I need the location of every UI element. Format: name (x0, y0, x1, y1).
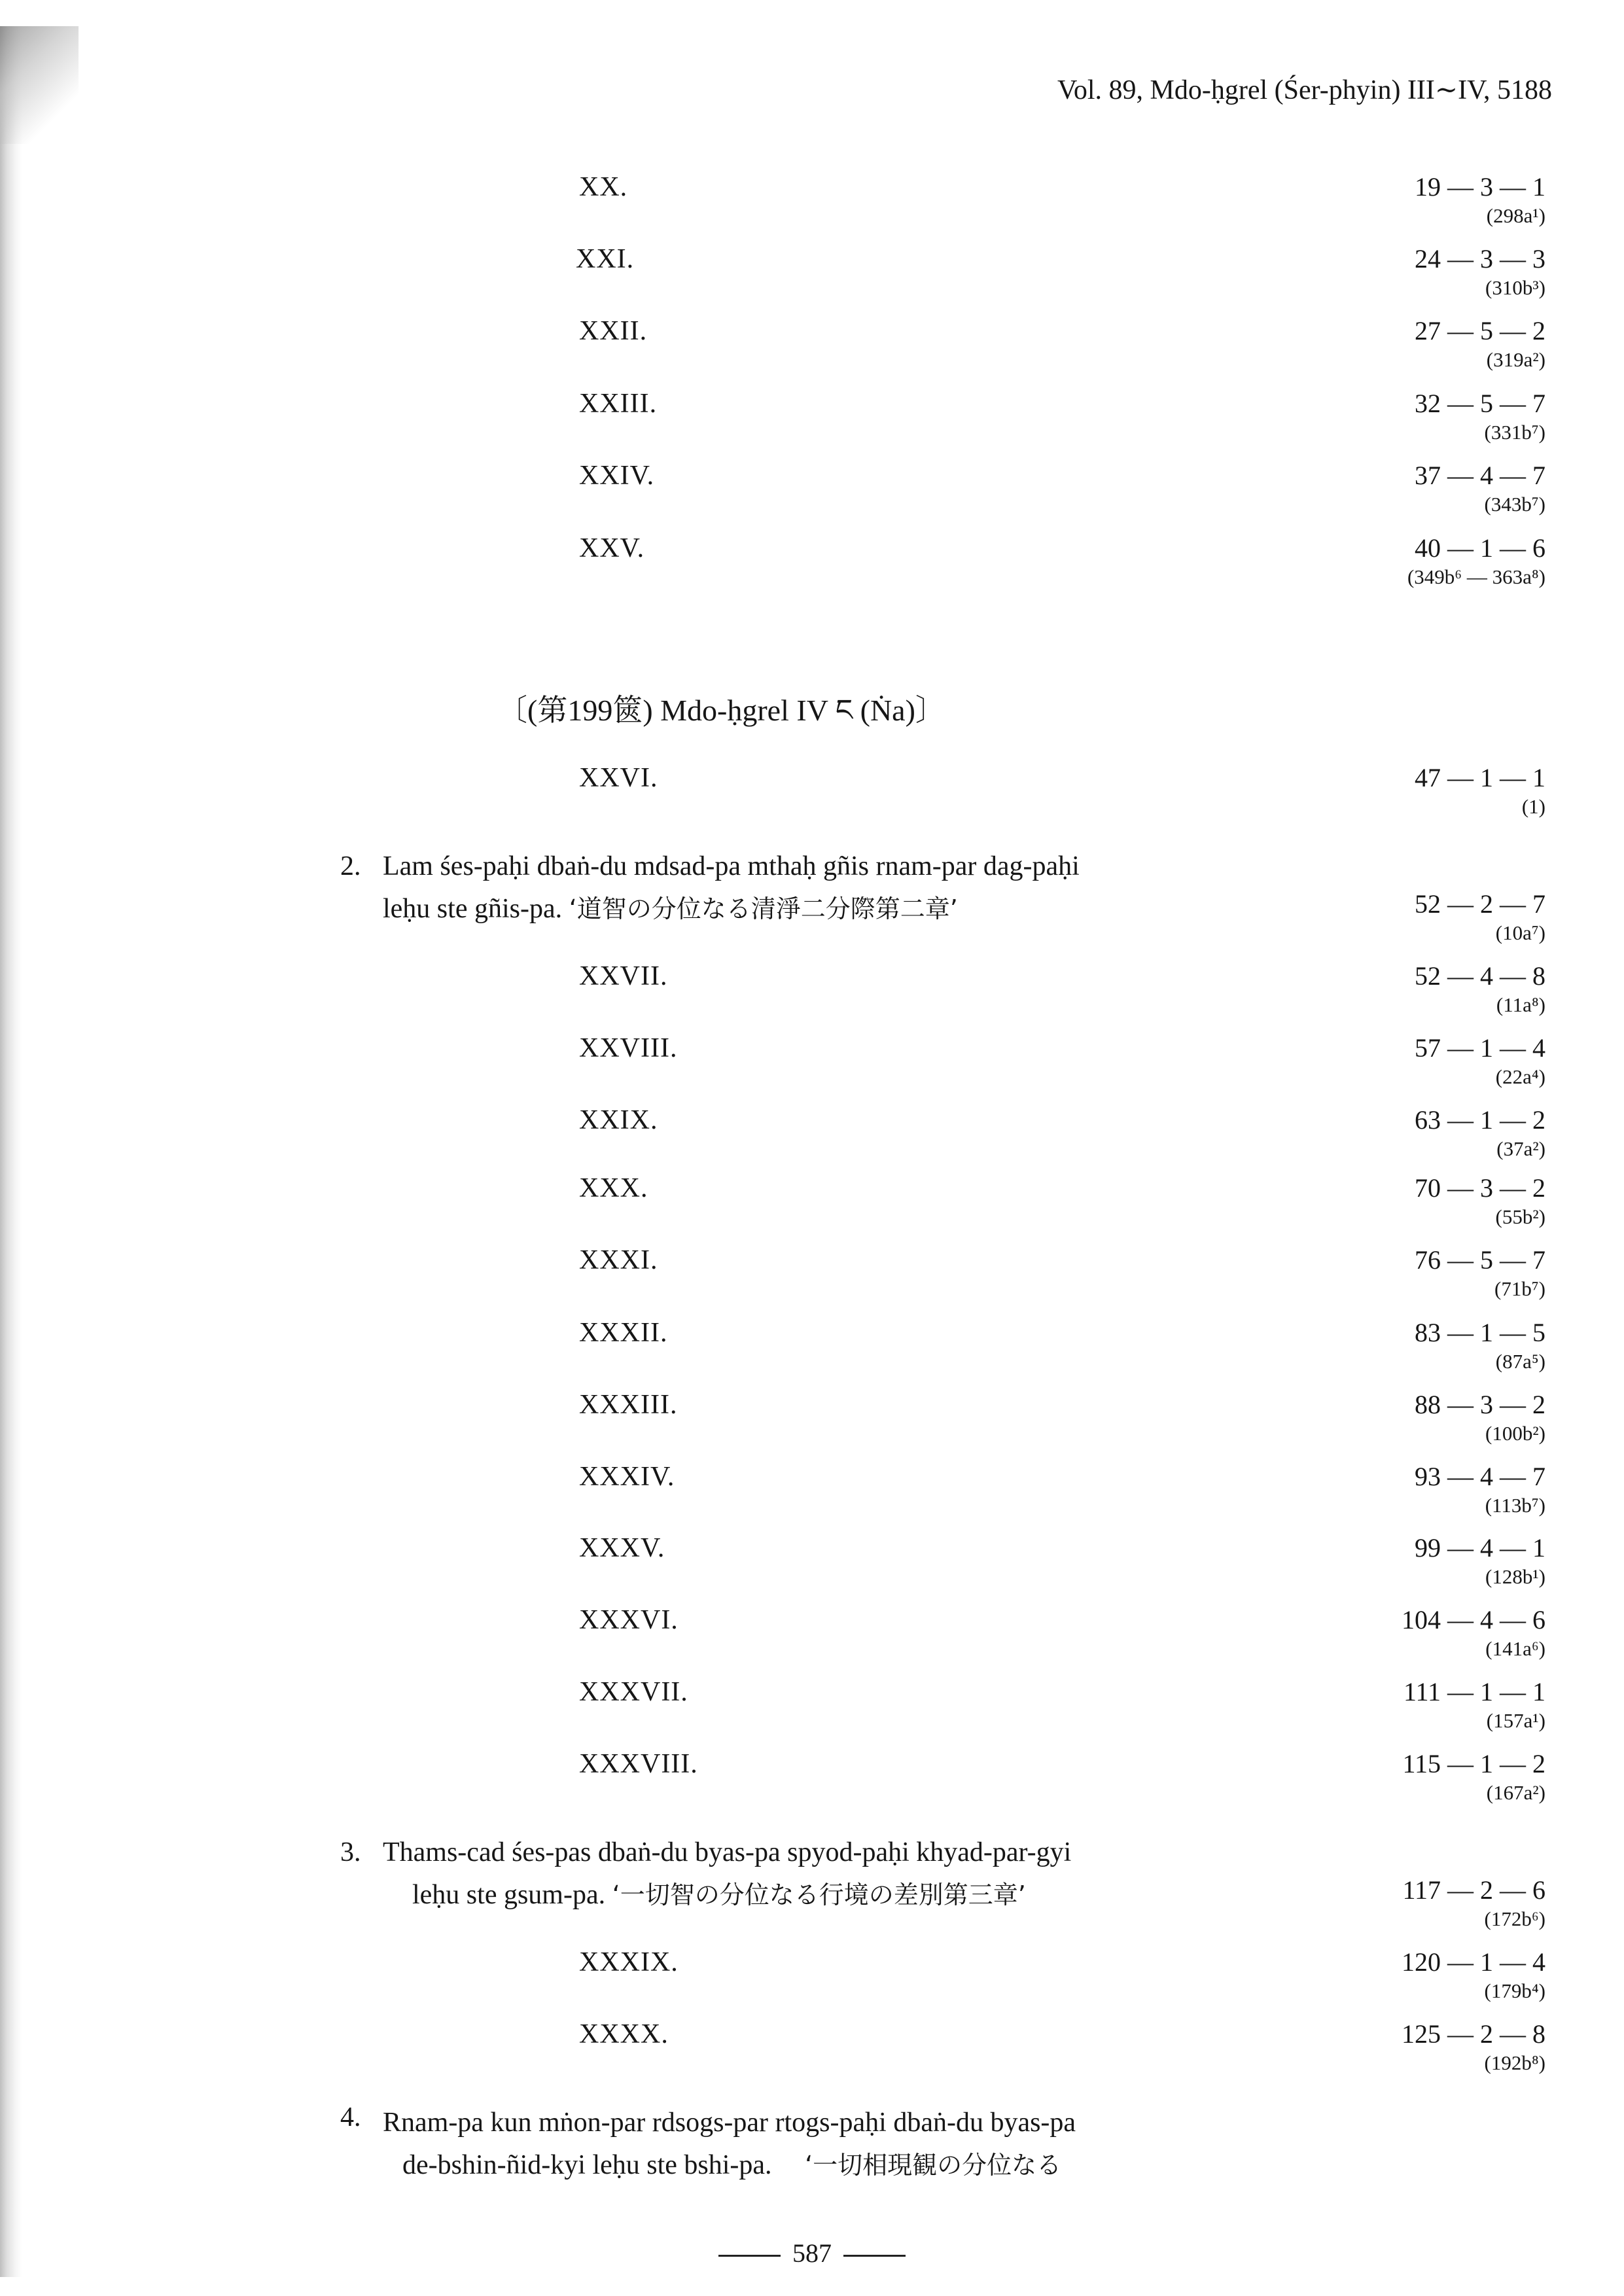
entry-folio: (331b⁷) (1484, 421, 1545, 444)
entry-row (0, 1604, 1624, 1670)
entry-folio: (157a¹) (1486, 1709, 1545, 1732)
entry-folio: (11a⁸) (1496, 993, 1545, 1016)
entry-ref: 120 — 1 — 4 (1402, 1947, 1545, 1977)
chapter-title-line2-text: de-bshin-ñid-kyi leḥu ste bshi-pa. (402, 2150, 772, 2180)
entry-roman: XXXI. (579, 1245, 658, 1275)
entry-folio: (192b⁸) (1484, 2051, 1545, 2074)
chapter-number: 4. (340, 2102, 361, 2132)
entry-roman: XXXVIII. (579, 1749, 698, 1779)
scan-corner-shadow (0, 26, 79, 144)
chapter-title-line2-text: leḥu ste gsum-pa. (412, 1880, 606, 1910)
chapter-number: 2. (340, 851, 361, 881)
entry-ref: 111 — 1 — 1 (1403, 1677, 1545, 1706)
entry-ref: 115 — 1 — 2 (1402, 1749, 1545, 1778)
entry-folio: (141a⁶) (1485, 1637, 1545, 1660)
running-header: Vol. 89, Mdo-ḥgrel (Śer-phyin) III∼IV, 5188 (1057, 75, 1552, 105)
entry-ref: 52 — 4 — 8 (1415, 961, 1545, 991)
entry-roman: XXXIV. (579, 1462, 675, 1492)
entry-ref: 52 — 2 — 7 (1415, 889, 1545, 919)
entry-roman: XXX. (579, 1173, 648, 1203)
entry-row (0, 1676, 1624, 1742)
entry-roman: XXIV. (579, 461, 655, 491)
entry-ref: 104 — 4 — 6 (1402, 1605, 1545, 1634)
chapter-japanese-title: ‘道智の分位なる清淨二分際第二章’ (569, 894, 958, 923)
entry-row (0, 1947, 1624, 2012)
entry-folio: (1) (1521, 795, 1545, 818)
entry-row (0, 1461, 1624, 1527)
entry-row (0, 1317, 1624, 1383)
page-number: 587 (792, 2238, 832, 2268)
entry-row (0, 1173, 1624, 1238)
entry-folio: (319a²) (1486, 348, 1545, 371)
entry-ref: 27 — 5 — 2 (1415, 316, 1545, 345)
entry-row (0, 1033, 1624, 1098)
entry-ref: 99 — 4 — 1 (1415, 1533, 1545, 1563)
entry-row (0, 315, 1624, 381)
dash-right (843, 2255, 906, 2257)
entry-roman: XXVI. (579, 763, 658, 793)
entry-ref: 24 — 3 — 3 (1415, 244, 1545, 274)
entry-folio: (167a²) (1486, 1781, 1545, 1804)
entry-row (0, 1532, 1624, 1598)
entry-row (0, 2019, 1624, 2084)
entry-roman: XXIX. (579, 1105, 658, 1135)
entry-roman: XXII. (579, 316, 648, 346)
chapter-number: 3. (340, 1837, 361, 1867)
entry-roman: XXI. (576, 244, 635, 274)
entry-ref: 32 — 5 — 7 (1415, 389, 1545, 418)
entry-folio: (310b³) (1485, 276, 1545, 299)
entry-row (0, 1389, 1624, 1455)
entry-roman: XXXVI. (579, 1605, 679, 1635)
chapter-title-line2 (383, 889, 958, 925)
entry-folio: (343b⁷) (1484, 493, 1545, 516)
section-heading: 〔(第199篋) Mdo-ḥgrel IV ང (Ṅa)〕 (497, 694, 945, 727)
entry-row (0, 243, 1624, 309)
entry-ref: 125 — 2 — 8 (1402, 2019, 1545, 2049)
entry-row (0, 961, 1624, 1026)
chapter-title-line2 (412, 1875, 1026, 1911)
entry-ref: 83 — 1 — 5 (1415, 1318, 1545, 1347)
entry-row (0, 1245, 1624, 1310)
entry-folio: (179b⁴) (1484, 1979, 1545, 2002)
entry-folio: (298a¹) (1486, 204, 1545, 227)
entry-row (0, 171, 1624, 237)
entry-row (0, 762, 1624, 828)
chapter-title-line2-text: leḥu ste gñis-pa. (383, 894, 563, 924)
chapter-japanese-title: ‘一切相現観の分位なる (805, 2151, 1062, 2180)
entry-roman: XXXIX. (579, 1947, 679, 1977)
entry-row (0, 1104, 1624, 1170)
entry-roman: XXXII. (579, 1318, 668, 1348)
entry-folio: (71b⁷) (1494, 1277, 1545, 1300)
entry-ref: 76 — 5 — 7 (1415, 1245, 1545, 1275)
entry-roman: XXXIII. (579, 1390, 678, 1420)
entry-folio: (37a²) (1496, 1137, 1545, 1160)
page-number-footer (0, 2238, 1624, 2269)
entry-ref: 88 — 3 — 2 (1415, 1390, 1545, 1419)
entry-row (0, 388, 1624, 453)
entry-ref: 19 — 3 — 1 (1415, 172, 1545, 202)
entry-ref: 70 — 3 — 2 (1415, 1173, 1545, 1203)
chapter-title-line1: Rnam-pa kun mṅon-par rdsogs-par rtogs-paḥi dbaṅ-du byas-pa (383, 2108, 1076, 2138)
chapter-japanese-title: ‘一切智の分位なる行境の差別第三章’ (612, 1881, 1026, 1909)
entry-ref: 40 — 1 — 6 (1415, 533, 1545, 563)
entry-folio: (349b⁶ — 363a⁸) (1407, 565, 1545, 588)
entry-row (0, 533, 1624, 598)
chapter-title-line2 (402, 2145, 1061, 2181)
entry-folio: (113b⁷) (1485, 1494, 1545, 1517)
entry-roman: XXVIII. (579, 1033, 678, 1063)
entry-folio: (100b²) (1485, 1422, 1545, 1445)
entry-folio: (172b⁶) (1484, 1907, 1545, 1930)
entry-row (0, 460, 1624, 525)
entry-folio: (55b²) (1495, 1205, 1545, 1228)
entry-roman: XXXX. (579, 2019, 669, 2049)
entry-ref: 57 — 1 — 4 (1415, 1033, 1545, 1063)
chapter-title-line1: Thams-cad śes-pas dbaṅ-du byas-pa spyod-paḥi khyad-par-gyi (383, 1837, 1072, 1867)
entry-roman: XX. (579, 172, 628, 202)
entry-folio: (10a⁷) (1495, 921, 1545, 944)
entry-ref: 37 — 4 — 7 (1415, 461, 1545, 490)
entry-ref: 117 — 2 — 6 (1402, 1875, 1545, 1905)
entry-roman: XXVII. (579, 961, 668, 991)
entry-roman: XXIII. (579, 389, 658, 419)
dash-left (718, 2255, 781, 2257)
entry-roman: XXXVII. (579, 1677, 688, 1707)
chapter-title-line1: Lam śes-paḥi dbaṅ-du mdsad-pa mthaḥ gñis rnam-par dag-paḥi (383, 851, 1080, 881)
entry-ref: 93 — 4 — 7 (1415, 1462, 1545, 1491)
entry-folio: (128b¹) (1485, 1565, 1545, 1588)
entry-ref: 63 — 1 — 2 (1415, 1105, 1545, 1135)
entry-roman: XXV. (579, 533, 645, 563)
entry-row (0, 1748, 1624, 1814)
entry-folio: (22a⁴) (1495, 1065, 1545, 1088)
entry-folio: (87a⁵) (1495, 1350, 1545, 1373)
entry-ref: 47 — 1 — 1 (1415, 763, 1545, 792)
entry-roman: XXXV. (579, 1533, 665, 1563)
